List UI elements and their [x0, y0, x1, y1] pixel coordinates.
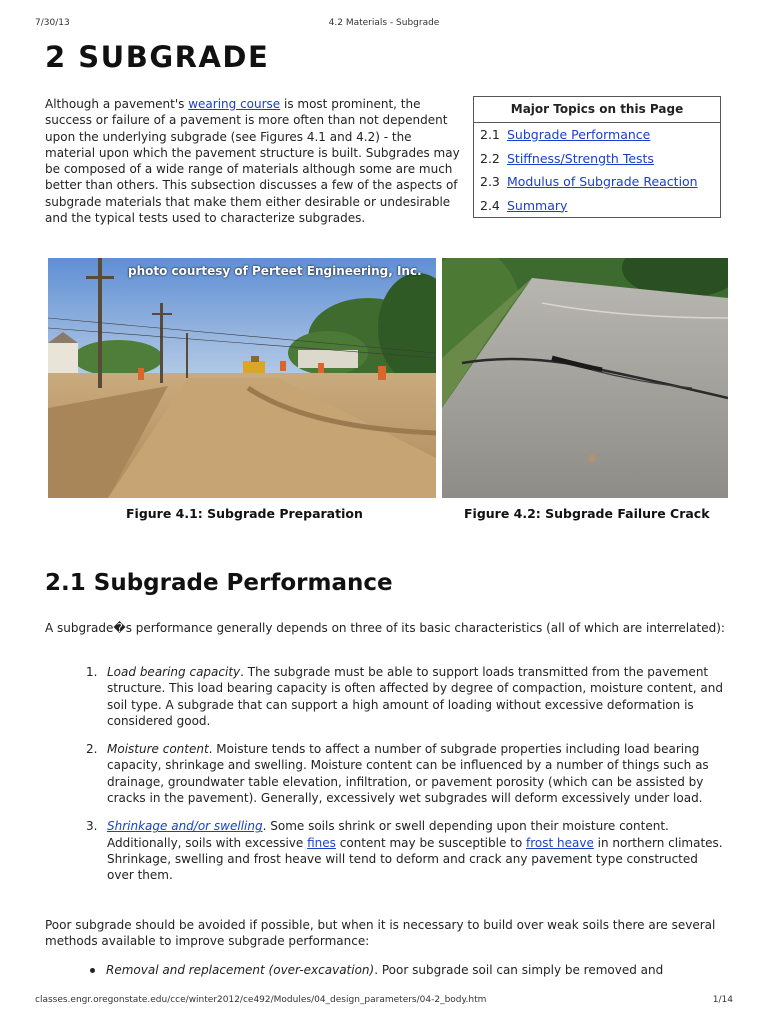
topic-link-subgrade-performance[interactable]: Subgrade Performance — [507, 127, 651, 142]
topic-number: 2.3 — [480, 174, 500, 189]
photo-credit: photo courtesy of Perteet Engineering, Inc. — [128, 264, 422, 278]
shrinkage-swelling-link[interactable] — [107, 819, 263, 833]
header-date: 7/30/13 — [35, 18, 70, 28]
figure-4-2-caption: Figure 4.2: Subgrade Failure Crack — [464, 506, 710, 521]
topic-link-modulus[interactable]: Modulus of Subgrade Reaction — [507, 174, 698, 189]
topic-number: 2.4 — [480, 197, 500, 213]
topic-item — [474, 170, 720, 194]
intro-text-1: Although a pavement's — [45, 97, 189, 111]
bullet-term: Removal and replacement (over-excavation) — [106, 963, 375, 977]
list-number: 1. — [86, 665, 98, 679]
topic-item — [474, 194, 720, 218]
list-item — [86, 664, 726, 729]
topic-link-summary[interactable]: Summary — [507, 197, 568, 213]
item-text: in northern climates. Shrinkage, swelling and frost heave will tend to deform and crack any pavement type constructed over them. — [107, 835, 723, 883]
footer-page-number: 1/14 — [712, 995, 733, 1005]
bullet-icon — [90, 968, 95, 973]
frost-heave-link[interactable]: frost heave — [526, 835, 594, 850]
list-item — [86, 741, 726, 806]
bullet-text: . Poor subgrade soil can simply be removed and — [374, 963, 664, 977]
subgrade-preparation-photo — [48, 258, 436, 498]
figure-subgrade-failure-crack — [442, 258, 728, 498]
bullet-item — [90, 962, 730, 978]
subgrade-failure-crack-photo — [442, 258, 728, 498]
characteristics-list — [86, 664, 726, 896]
wearing-course-link[interactable]: wearing course — [188, 97, 281, 111]
item-text: . Some soils shrink or swell depending upon their moisture content. Additionally, soils with excessive — [107, 819, 669, 850]
topic-link-stiffness-strength[interactable]: Stiffness/Strength Tests — [507, 150, 654, 166]
topic-item — [474, 147, 720, 171]
section-heading: 2.1 Subgrade Performance — [45, 570, 393, 596]
topic-item — [474, 123, 720, 147]
figure-4-1-caption: Figure 4.1: Subgrade Preparation — [126, 506, 363, 521]
item-term: Shrinkage and/or swelling — [107, 819, 263, 834]
header-title: 4.2 Materials - Subgrade — [328, 18, 440, 28]
fines-link[interactable]: fines — [307, 835, 336, 850]
intro-paragraph — [45, 96, 463, 226]
item-term: Moisture content — [107, 742, 209, 757]
figure-subgrade-preparation — [48, 258, 436, 498]
page-title: 2 SUBGRADE — [45, 40, 270, 74]
topic-number: 2.1 — [480, 127, 500, 142]
item-text: . The subgrade must be able to support loads transmitted from the pavement structure. This load bearing capacity is often affected by degree of compaction, moisture content, and soil type. A subgrade that can support a high amount of loading without excessive deformation is considered good. — [107, 665, 723, 728]
closing-paragraph: Poor subgrade should be avoided if possible, but when it is necessary to build over weak soils there are several methods available to improve subgrade performance: — [45, 918, 716, 949]
intro-text-2: is most prominent, the success or failure of a pavement is more often than not dependent upon the underlying subgrade (see Figures 4.1 and 4.2) - the material upon which the pavement structure is built. Subgrades may be composed of a wide range of materials although some are much better than others. This subsection discusses a few of the aspects of subgrade materials that make them either desirable or undesirable and the typical tests used to characterize subgrades. — [45, 97, 460, 226]
section-intro: A subgrade�s performance generally depends on three of its basic characteristics (all of which are interrelated): — [45, 621, 725, 635]
list-item — [86, 818, 726, 883]
list-number: 3. — [86, 819, 98, 834]
major-topics-box — [473, 96, 721, 218]
item-text: content may be susceptible to — [335, 835, 527, 850]
item-term: Load bearing capacity — [107, 665, 241, 679]
footer-url: classes.engr.oregonstate.edu/cce/winter2012/ce492/Modules/04_design_parameters/04-2_body.htm — [35, 995, 487, 1005]
item-text: . Moisture tends to affect a number of subgrade properties including load bearing capacity, shrinkage and swelling. Moisture content can be influenced by a number of things such as drainage, groundwater table elevation, infiltration, or pavement porosity (which can be assisted by cracks in the pavement). Generally, excessively wet subgrades will deform excessively under load. — [107, 742, 709, 806]
topic-number: 2.2 — [480, 150, 500, 166]
topics-heading: Major Topics on this Page — [474, 97, 720, 123]
list-number: 2. — [86, 742, 98, 757]
